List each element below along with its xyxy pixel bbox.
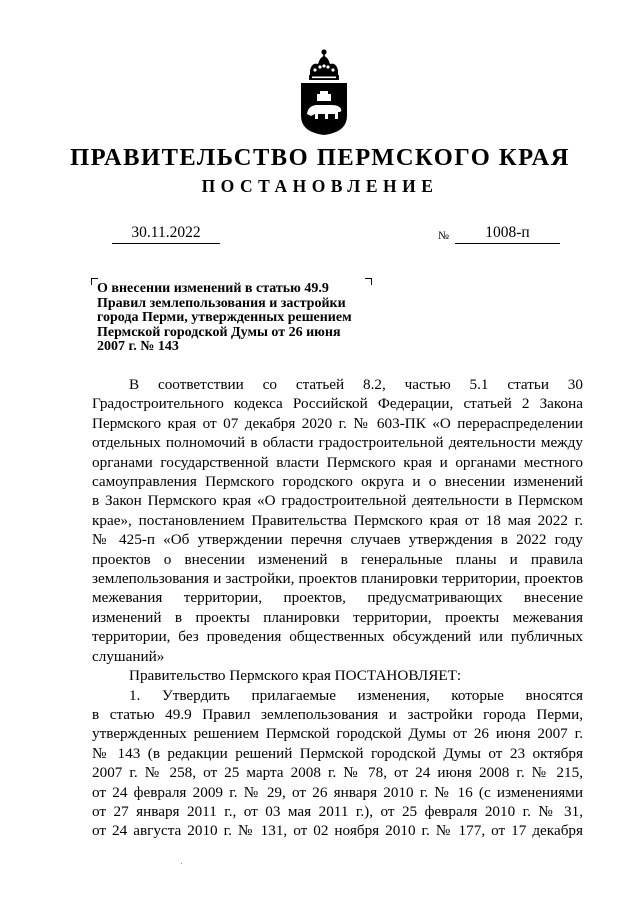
body-line: отдельных полномочий в области градостроительной деятельности между	[92, 434, 583, 452]
body-line: слушаний»	[92, 647, 165, 665]
document-body	[92, 375, 583, 841]
body-line: территории, без проведения общественных обсуждений или публичных	[92, 628, 583, 646]
body-line: 1. Утвердить прилагаемые изменения, которые вносятся	[129, 686, 583, 704]
body-line: от 24 августа 2010 г. № 131, от 02 ноября 2010 г. № 177, от 17 декабря	[92, 822, 583, 840]
document-subject	[97, 282, 367, 355]
body-line: Правительство Пермского края ПОСТАНОВЛЯЕТ:	[129, 667, 462, 685]
coat-of-arms-perm-krai-icon	[298, 48, 350, 136]
body-line: в Закон Пермского края «О градостроительной деятельности в Пермском	[92, 492, 583, 510]
body-line: изменений в проекты планировки территории, проекты межевания	[92, 608, 583, 626]
subject-line: 2007 г. № 143	[97, 339, 179, 354]
body-line: Пермского края от 07 декабря 2020 г. № 603-ПК «О перераспределении	[92, 414, 583, 432]
subject-line: О внесении изменений в статью 49.9	[97, 281, 329, 296]
document-type: ПОСТАНОВЛЕНИЕ	[201, 176, 439, 196]
body-line: № 143 (в редакции решений Пермской городской Думы от 23 октября	[92, 744, 583, 762]
body-line: межевания территории, проектов, предусматривающих внесение	[92, 589, 583, 607]
body-line: 2007 г. № 258, от 25 марта 2008 г. № 78, от 24 июня 2008 г. № 215,	[92, 764, 583, 782]
body-line: от 24 февраля 2009 г. № 29, от 26 января 2010 г. № 16 (с изменениями	[92, 783, 583, 801]
body-line: утвержденных решением Пермской городской Думы от 26 июня 2007 г.	[92, 725, 583, 743]
number-label: №	[438, 230, 449, 242]
body-line: землепользования и застройки, проектов планировки территории, проектов	[92, 570, 583, 588]
body-line: органами государственной власти Пермского края и органами местного	[92, 453, 583, 471]
body-line: в статью 49.9 Правил землепользования и застройки города Перми,	[92, 705, 583, 723]
body-line: проектов о внесении изменений в генеральные планы и правила	[92, 550, 583, 568]
body-line: № 425-п «Об утверждении перечня случаев утверждения в 2022 году	[92, 531, 583, 549]
body-line: В соответствии со статьей 8.2, частью 5.1 статьи 30	[129, 376, 583, 393]
scan-speck	[181, 863, 182, 864]
document-number: 1008-п	[455, 223, 560, 244]
subject-line: Правил землепользования и застройки	[97, 295, 346, 311]
subject-line: города Перми, утвержденных решением	[97, 310, 352, 325]
body-line: самоуправления Пермского городского округа и о внесении изменений	[92, 473, 583, 491]
subject-line: Пермской городской Думы от 26 июня	[97, 324, 341, 340]
document-date: 30.11.2022	[112, 223, 220, 244]
body-line: от 27 января 2011 г., от 03 мая 2011 г.), от 25 февраля 2010 г. № 31,	[92, 802, 583, 820]
body-line: Градостроительного кодекса Российской Федерации, статьей 2 Закона	[92, 395, 583, 413]
government-name: ПРАВИТЕЛЬСТВО ПЕРМСКОГО КРАЯ	[70, 144, 570, 171]
body-line: крае», постановлением Правительства Пермского края от 18 мая 2022 г.	[92, 511, 583, 529]
